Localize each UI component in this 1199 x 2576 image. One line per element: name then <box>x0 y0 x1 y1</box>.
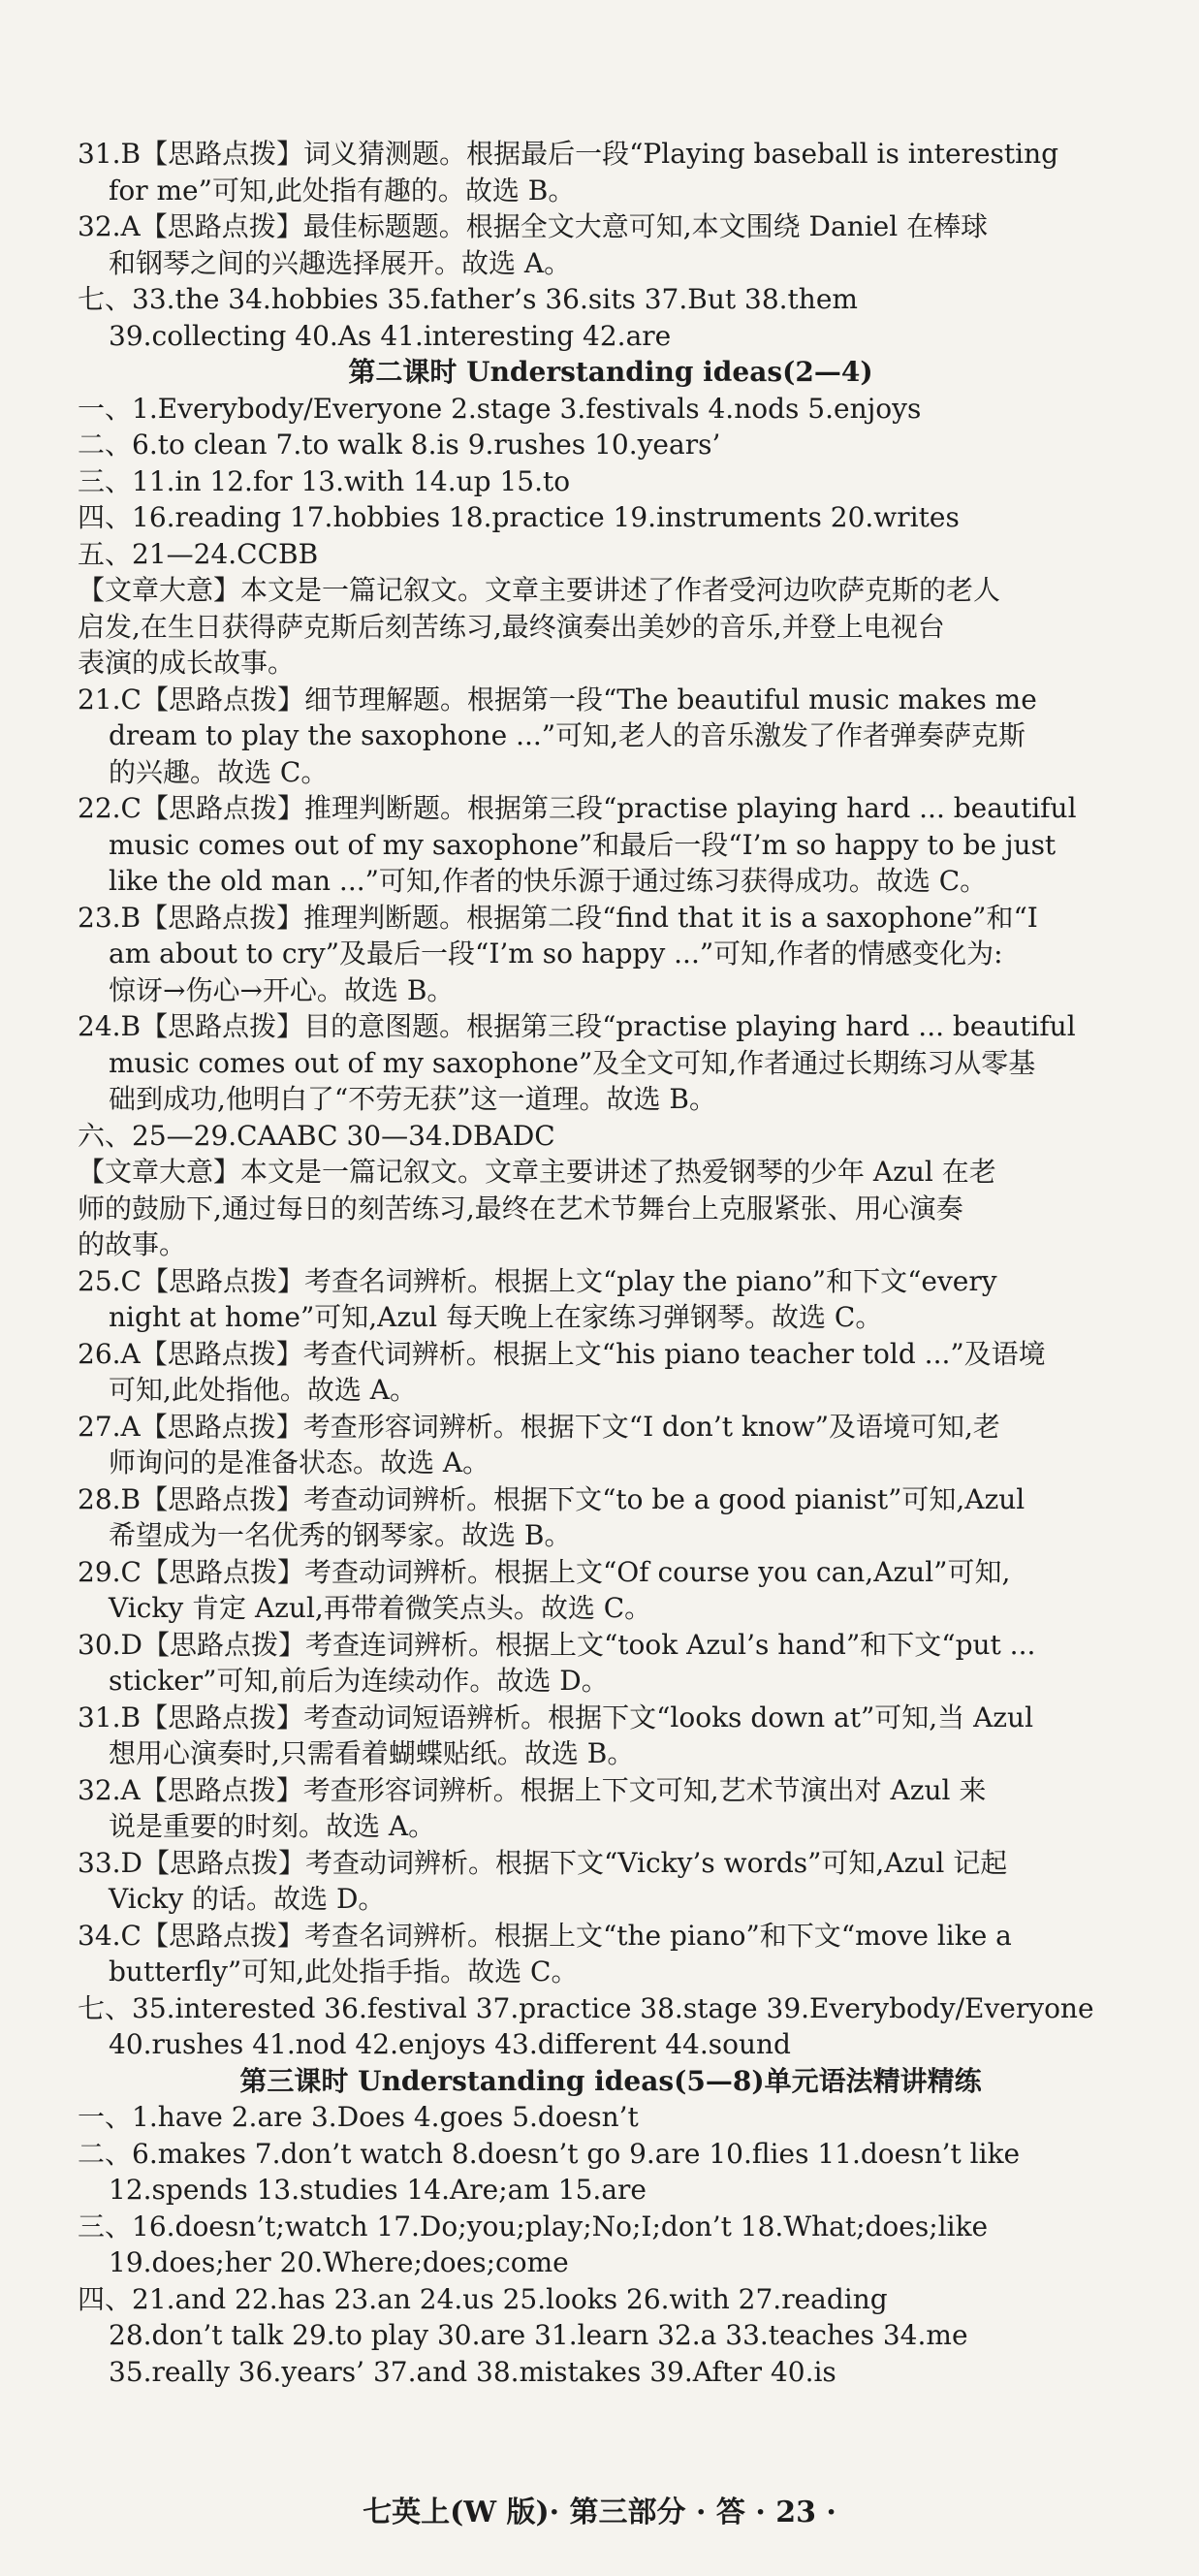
answer-line: 26.A【思路点拨】考查代词辨析。根据上文“his piano teacher told ...”及语境 <box>78 1337 1046 1370</box>
page-footer: 七英上(W 版)· 第三部分 · 答 · 23 · <box>363 2496 836 2529</box>
answer-line: 六、25—29.CAABC 30—34.DBADC <box>78 1119 555 1152</box>
answer-line: 21.C【思路点拨】细节理解题。根据第一段“The beautiful music makes me <box>78 683 1037 716</box>
answer-line: 的兴趣。故选 C。 <box>109 755 329 788</box>
answer-line: 四、16.reading 17.hobbies 18.practice 19.instruments 20.writes <box>78 501 960 533</box>
answer-line: dream to play the saxophone ...”可知,老人的音乐激发了作者弹奏萨克斯 <box>109 719 1026 751</box>
answer-line: 19.does;her 20.Where;does;come <box>109 2246 569 2278</box>
answer-line: 30.D【思路点拨】考查连词辨析。根据上文“took Azul’s hand”和下文“put ... <box>78 1628 1036 1661</box>
answer-line: night at home”可知,Azul 每天晚上在家练习弹钢琴。故选 C。 <box>109 1301 883 1333</box>
answer-line: 说是重要的时刻。故选 A。 <box>109 1810 436 1842</box>
answer-line: 七、35.interested 36.festival 37.practice 38.stage 39.Everybody/Everyone <box>78 1991 1094 2024</box>
answer-line: 一、1.Everybody/Everyone 2.stage 3.festivals 4.nods 5.enjoys <box>78 392 922 425</box>
answer-line: 七、33.the 34.hobbies 35.father’s 36.sits 37.But 38.them <box>78 283 858 315</box>
answer-line: 39.collecting 40.As 41.interesting 42.are <box>109 319 672 352</box>
answer-line: butterfly”可知,此处指手指。故选 C。 <box>109 1956 579 1988</box>
answer-line: 一、1.have 2.are 3.Does 4.goes 5.doesn’t <box>78 2101 639 2133</box>
section-heading: 第二课时 Understanding ideas(2—4) <box>348 356 873 388</box>
answer-line: Vicky 的话。故选 D。 <box>109 1883 386 1915</box>
answer-line: 24.B【思路点拨】目的意图题。根据第三段“practise playing hard ... beautiful <box>78 1010 1076 1042</box>
answer-line: Vicky 肯定 Azul,再带着微笑点头。故选 C。 <box>109 1592 652 1624</box>
answer-line: 的故事。 <box>78 1228 187 1260</box>
answer-line: like the old man ...”可知,作者的快乐源于通过练习获得成功。故选 C。 <box>109 865 988 897</box>
answer-line: 师询问的是准备状态。故选 A。 <box>109 1447 490 1479</box>
answer-line: 二、6.makes 7.don’t watch 8.doesn’t go 9.are 10.flies 11.doesn’t like <box>78 2137 1021 2170</box>
answer-line: 可知,此处指他。故选 A。 <box>109 1374 418 1406</box>
answer-line: 31.B【思路点拨】词义猜测题。根据最后一段“Playing baseball is interesting <box>78 138 1059 170</box>
answer-line: 础到成功,他明白了“不劳无获”这一道理。故选 B。 <box>109 1083 717 1115</box>
answer-line: 三、11.in 12.for 13.with 14.up 15.to <box>78 464 571 497</box>
answer-line: 五、21—24.CCBB <box>78 537 319 570</box>
answer-line: music comes out of my saxophone”和最后一段“I’m so happy to be just <box>109 828 1057 861</box>
answer-line: 二、6.to clean 7.to walk 8.is 9.rushes 10.years’ <box>78 429 721 461</box>
answer-line: 启发,在生日获得萨克斯后刻苦练习,最终演奏出美妙的音乐,并登上电视台 <box>78 610 945 643</box>
answer-line: 和钢琴之间的兴趣选择展开。故选 A。 <box>109 246 572 279</box>
answer-line: am about to cry”及最后一段“I’m so happy ...”可知,作者的情感变化为: <box>109 938 1003 970</box>
answer-line: 希望成为一名优秀的钢琴家。故选 B。 <box>109 1519 572 1551</box>
answer-line: 23.B【思路点拨】推理判断题。根据第二段“find that it is a saxophone”和“I <box>78 901 1038 934</box>
section-heading: 第三课时 Understanding ideas(5—8)单元语法精讲精练 <box>239 2064 982 2097</box>
answer-line: 40.rushes 41.nod 42.enjoys 43.different 44.sound <box>109 2028 791 2060</box>
answer-line: 表演的成长故事。 <box>78 647 296 679</box>
answer-line: 35.really 36.years’ 37.and 38.mistakes 39.After 40.is <box>109 2355 836 2388</box>
answer-line: 27.A【思路点拨】考查形容词辨析。根据下文“I don’t know”及语境可知,老 <box>78 1410 1000 1443</box>
answer-line: music comes out of my saxophone”及全文可知,作者通过长期练习从零基 <box>109 1046 1036 1079</box>
answer-line: 32.A【思路点拨】考查形容词辨析。根据上下文可知,艺术节演出对 Azul 来 <box>78 1773 987 1806</box>
answer-line: 33.D【思路点拨】考查动词辨析。根据下文“Vicky’s words”可知,Azul 记起 <box>78 1846 1008 1879</box>
answer-line: 三、16.doesn’t;watch 17.Do;you;play;No;I;don’t 18.What;does;like <box>78 2210 989 2242</box>
answer-line: for me”可知,此处指有趣的。故选 B。 <box>109 174 576 207</box>
answer-line: 29.C【思路点拨】考查动词辨析。根据上文“Of course you can,Azul”可知, <box>78 1555 1011 1588</box>
answer-line: sticker”可知,前后为连续动作。故选 D。 <box>109 1665 609 1697</box>
answer-line: 34.C【思路点拨】考查名词辨析。根据上文“the piano”和下文“move like a <box>78 1919 1012 1952</box>
answer-line: 【文章大意】本文是一篇记叙文。文章主要讲述了作者受河边吹萨克斯的老人 <box>78 574 1001 606</box>
answer-line: 25.C【思路点拨】考查名词辨析。根据上文“play the piano”和下文“every <box>78 1264 997 1297</box>
answer-line: 28.don’t talk 29.to play 30.are 31.learn 32.a 33.teaches 34.me <box>109 2319 968 2351</box>
answer-line: 22.C【思路点拨】推理判断题。根据第三段“practise playing hard ... beautiful <box>78 792 1077 824</box>
answer-line: 【文章大意】本文是一篇记叙文。文章主要讲述了热爱钢琴的少年 Azul 在老 <box>78 1156 996 1188</box>
answer-line: 想用心演奏时,只需看着蝴蝶贴纸。故选 B。 <box>109 1737 635 1769</box>
answer-line: 32.A【思路点拨】最佳标题题。根据全文大意可知,本文围绕 Daniel 在棒球 <box>78 210 989 242</box>
answer-line: 惊讶→伤心→开心。故选 B。 <box>109 973 455 1006</box>
answer-line: 四、21.and 22.has 23.an 24.us 25.looks 26.with 27.reading <box>78 2282 888 2315</box>
answer-line: 12.spends 13.studies 14.Are;am 15.are <box>109 2174 647 2206</box>
answer-line: 31.B【思路点拨】考查动词短语辨析。根据下文“looks down at”可知,当 Azul <box>78 1701 1034 1733</box>
answer-line: 师的鼓励下,通过每日的刻苦练习,最终在艺术节舞台上克服紧张、用心演奏 <box>78 1192 963 1224</box>
answer-line: 28.B【思路点拨】考查动词辨析。根据下文“to be a good pianist”可知,Azul <box>78 1482 1025 1515</box>
answer-content <box>78 136 1144 2390</box>
